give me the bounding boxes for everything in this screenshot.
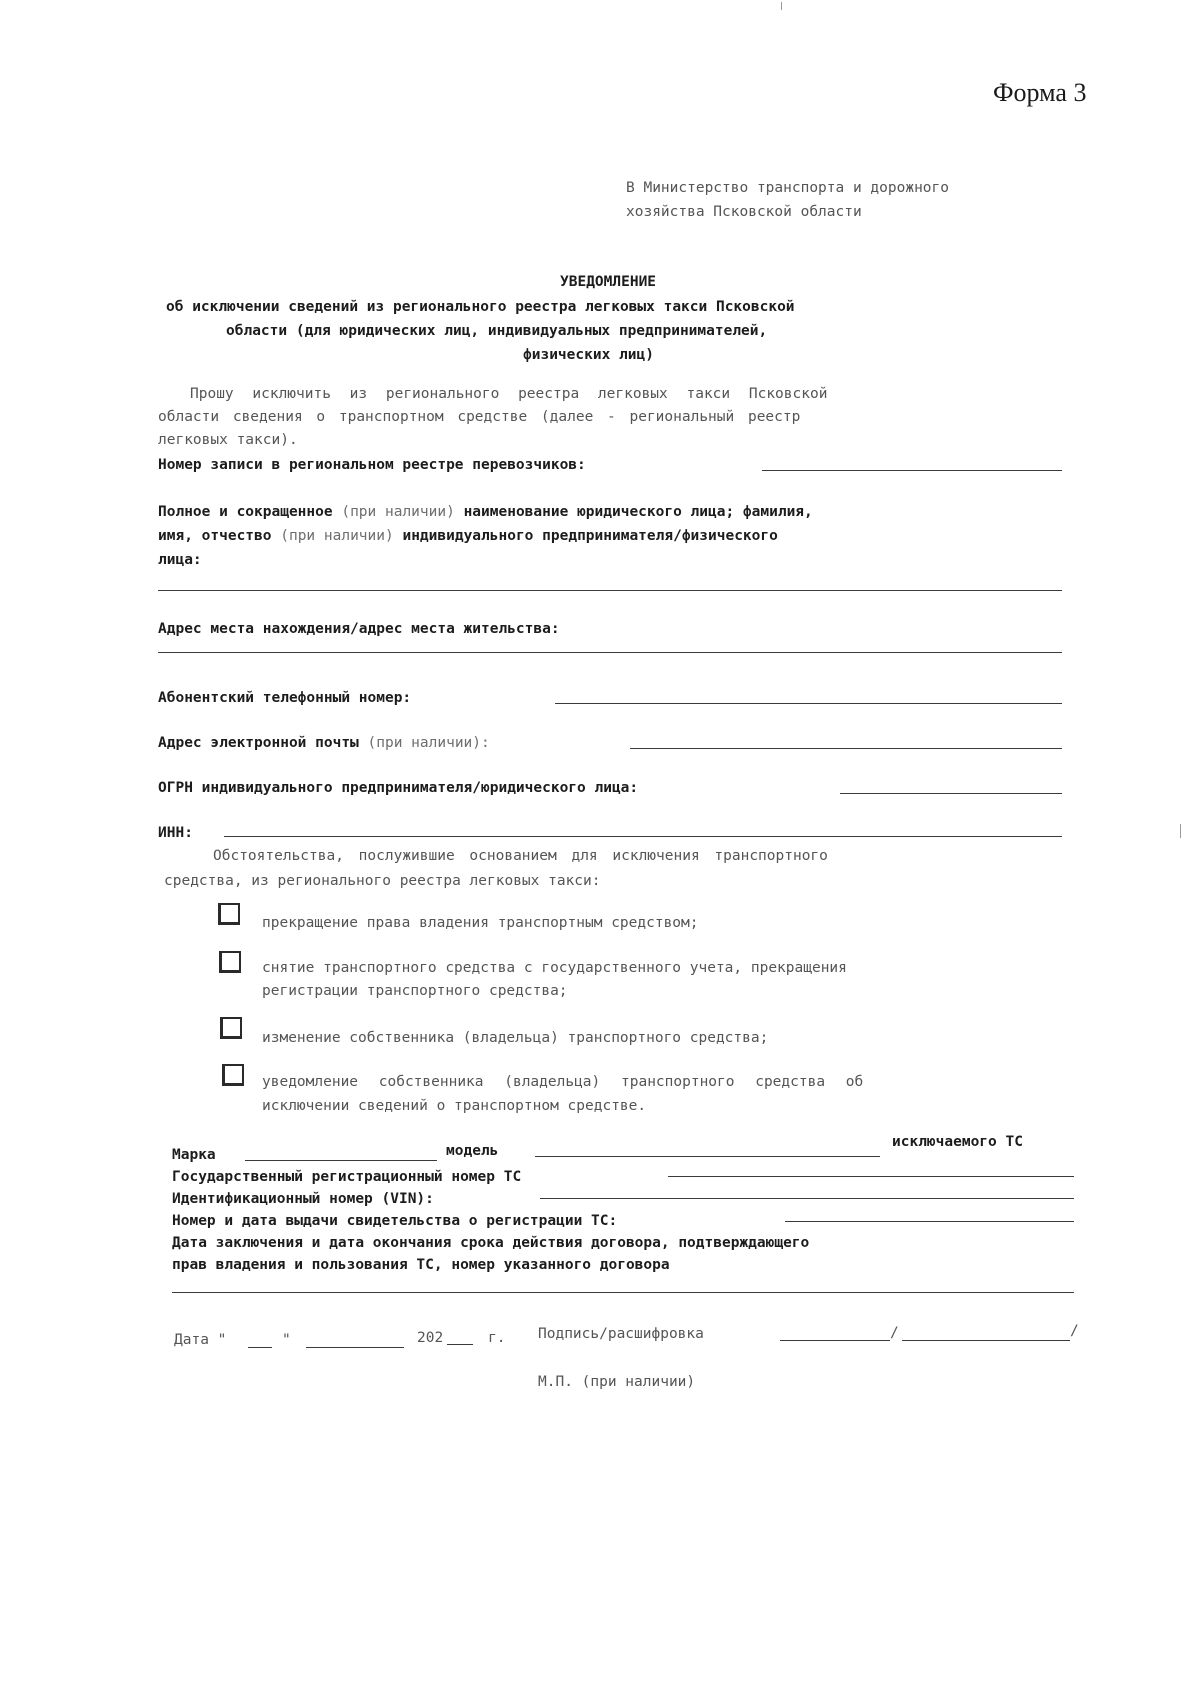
name-label-part-3: имя, отчество: [158, 528, 272, 544]
inn-label: ИНН:: [158, 825, 193, 841]
form-number: Форма 3: [993, 78, 1087, 107]
vehicle-brand-label: Марка: [172, 1147, 216, 1163]
record-number-label: Номер записи в региональном реестре перевозчиков:: [158, 457, 586, 473]
vehicle-vin-label: Идентификационный номер (VIN):: [172, 1191, 434, 1207]
email-field[interactable]: [630, 748, 1062, 749]
date-month-field[interactable]: [306, 1347, 404, 1348]
circumstances-line-1: Обстоятельства, послужившие основанием для исключения транспортного: [213, 848, 828, 864]
document-title-line-3: физических лиц): [523, 347, 654, 363]
document-title-line-2: области (для юридических лиц, индивидуальных предпринимателей,: [226, 323, 768, 339]
name-label-part-2: наименование юридического лица; фамилия,: [463, 504, 813, 520]
intro-line-2: области сведения о транспортном средстве (далее - региональный реестр: [158, 409, 801, 425]
scan-mark-right: [1180, 824, 1181, 838]
option-checkbox-2[interactable]: [219, 951, 241, 973]
option-4-line-1: уведомление собственника (владельца) транспортного средства об: [262, 1074, 864, 1090]
vehicle-reg-number-field[interactable]: [668, 1176, 1074, 1177]
option-checkbox-3[interactable]: [220, 1017, 242, 1039]
name-label-line-2: [158, 525, 778, 547]
date-year-field[interactable]: [447, 1344, 473, 1345]
date-day-field[interactable]: [248, 1347, 272, 1348]
vehicle-reg-number-label: Государственный регистрационный номер ТС: [172, 1169, 522, 1185]
vehicle-contract-field[interactable]: [172, 1292, 1074, 1293]
option-checkbox-4[interactable]: [222, 1064, 244, 1086]
signature-slash-1: /: [890, 1325, 899, 1341]
option-2-line-2: регистрации транспортного средства;: [262, 983, 568, 999]
vehicle-model-field[interactable]: [535, 1156, 880, 1157]
circumstances-line-2: средства, из регионального реестра легковых такси:: [164, 873, 601, 889]
name-field[interactable]: [158, 590, 1062, 591]
phone-label: Абонентский телефонный номер:: [158, 690, 412, 706]
addressee-line-2: хозяйства Псковской области: [626, 204, 862, 220]
vehicle-model-label: модель: [446, 1143, 499, 1159]
record-number-field[interactable]: [762, 470, 1062, 471]
ogrn-label: ОГРН индивидуального предпринимателя/юридического лица:: [158, 780, 639, 796]
document-title-line-1: об исключении сведений из регионального реестра легковых такси Псковской: [166, 299, 795, 315]
signature-decoding-field[interactable]: [902, 1340, 1070, 1341]
option-2-line-1: снятие транспортного средства с государственного учета, прекращения: [262, 960, 847, 976]
email-label-optional: (при наличии):: [367, 735, 490, 751]
vehicle-vin-field[interactable]: [540, 1198, 1074, 1199]
email-label: Адрес электронной почты: [158, 735, 359, 751]
intro-line-1: Прошу исключить из регионального реестра легковых такси Псковской: [190, 386, 828, 402]
option-3-line-1: изменение собственника (владельца) транспортного средства;: [262, 1030, 769, 1046]
address-label: Адрес места нахождения/адрес места жительства:: [158, 621, 560, 637]
signature-label: Подпись/расшифровка: [538, 1326, 704, 1342]
date-year-prefix: 202: [417, 1330, 444, 1346]
addressee-line-1: В Министерство транспорта и дорожного: [626, 180, 950, 196]
vehicle-certificate-field[interactable]: [785, 1221, 1074, 1222]
date-quote: ": [282, 1332, 291, 1348]
vehicle-contract-line-1: Дата заключения и дата окончания срока действия договора, подтверждающего: [172, 1235, 810, 1251]
name-label-optional-2: (при наличии): [280, 528, 394, 544]
vehicle-brand-field[interactable]: [245, 1160, 437, 1161]
date-year-suffix: г.: [488, 1330, 506, 1346]
vehicle-certificate-label: Номер и дата выдачи свидетельства о регистрации ТС:: [172, 1213, 618, 1229]
option-checkbox-1[interactable]: [218, 903, 240, 925]
vehicle-excluded-label: исключаемого ТС: [892, 1134, 1023, 1150]
scan-mark-top: [781, 2, 782, 10]
name-label-line-1: [158, 501, 813, 523]
name-label-part-1: Полное и сокращенное: [158, 504, 333, 520]
option-1-line-1: прекращение права владения транспортным средством;: [262, 915, 699, 931]
phone-field[interactable]: [555, 703, 1062, 704]
date-label: Дата ": [174, 1332, 227, 1348]
ogrn-field[interactable]: [840, 793, 1062, 794]
inn-field[interactable]: [224, 836, 1062, 837]
email-label-line: [158, 732, 490, 754]
intro-line-3: легковых такси).: [158, 432, 298, 448]
name-label-optional-1: (при наличии): [341, 504, 455, 520]
name-label-part-5: лица:: [158, 552, 202, 568]
seal-label: М.П. (при наличии): [538, 1374, 696, 1390]
address-field[interactable]: [158, 652, 1062, 653]
name-label-part-4: индивидуального предпринимателя/физического: [402, 528, 778, 544]
option-4-line-2: исключении сведений о транспортном средстве.: [262, 1098, 647, 1114]
signature-slash-2: /: [1070, 1323, 1079, 1339]
document-heading: УВЕДОМЛЕНИЕ: [560, 274, 657, 290]
signature-field[interactable]: [780, 1340, 890, 1341]
vehicle-contract-line-2: прав владения и пользования ТС, номер указанного договора: [172, 1257, 670, 1273]
